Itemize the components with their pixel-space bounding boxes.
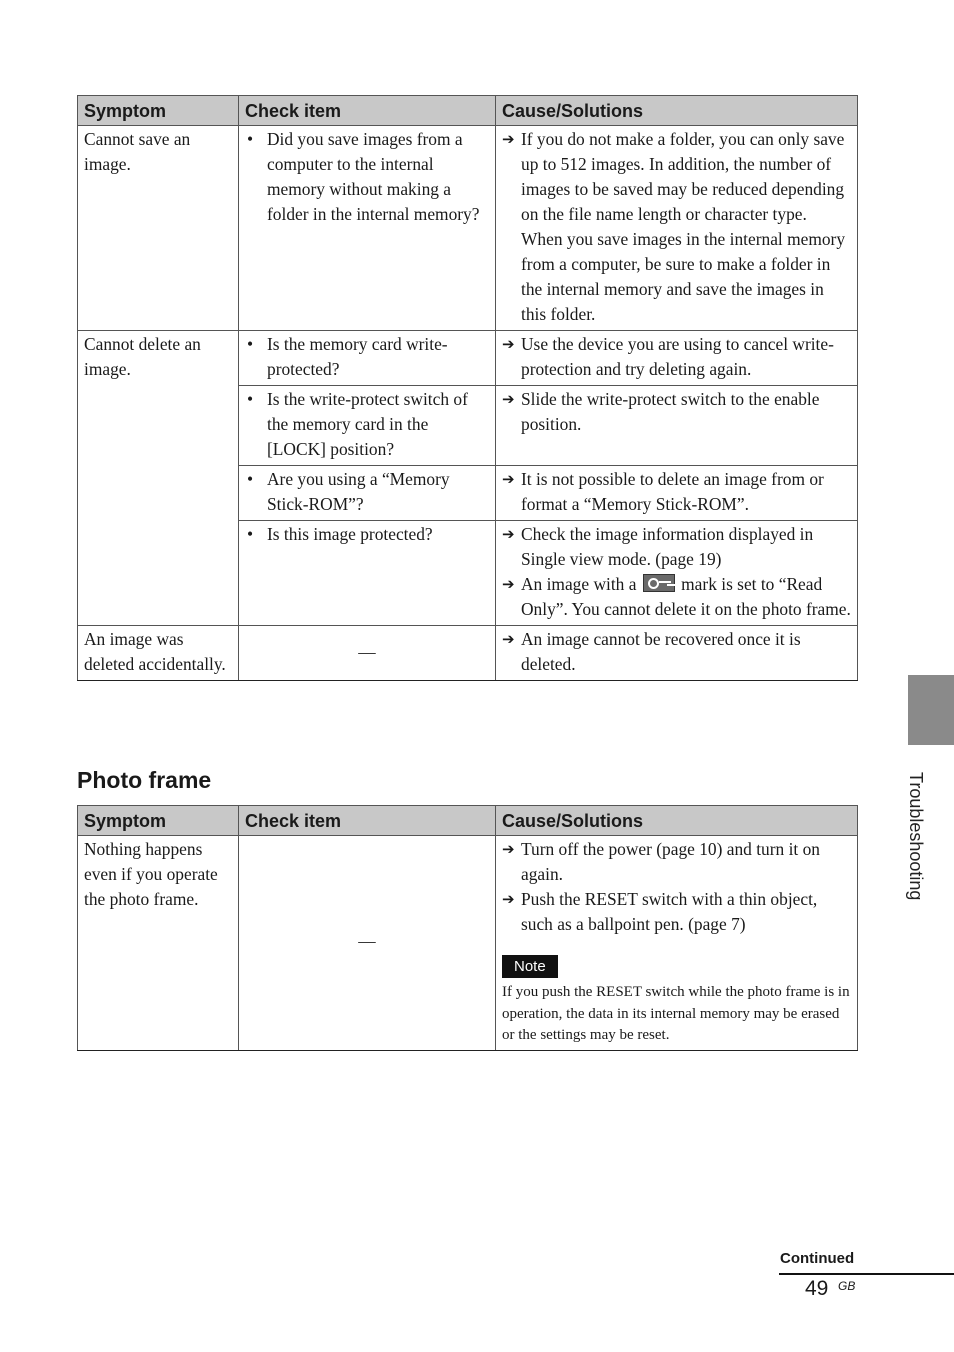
note-text: If you push the RESET switch while the photo frame is in operation, the data in its internal memory may be erased or the settings may be reset. — [502, 984, 850, 1043]
solution-cell — [496, 836, 858, 1051]
arrow-icon: ➔ — [502, 840, 515, 858]
check-item-cell — [239, 466, 496, 521]
solution-item: ➔ An image cannot be recovered once it is deleted. — [502, 627, 851, 677]
arrow-icon: ➔ — [502, 335, 515, 353]
check-item: • Are you using a “Memory Stick-ROM”? — [245, 467, 489, 517]
section-tab-label: Troubleshooting — [906, 772, 926, 901]
arrow-icon: ➔ — [502, 575, 515, 593]
check-item: • Is the write-protect switch of the memory card in the [LOCK] position? — [245, 387, 489, 462]
solution-cell — [496, 126, 858, 331]
symptom-cell: An image was deleted accidentally. — [78, 626, 239, 681]
solution-item: ➔ Turn off the power (page 10) and turn it on again. — [502, 837, 851, 887]
table-header-row — [78, 96, 858, 126]
solution-item: ➔ Check the image information displayed in Single view mode. (page 19) — [502, 522, 851, 572]
table-row — [78, 126, 858, 331]
solution-cell — [496, 331, 858, 386]
solution-item: ➔ An image with a mark is set to “Read Only”. You cannot delete it on the photo frame. — [502, 572, 851, 622]
solution-item: ➔ If you do not make a folder, you can only save up to 512 images. In addition, the number of images to be saved may be reduced depending on the file name length or character type. When you save images in the internal memory from a computer, be sure to make a folder in the internal memory and save the images in this folder. — [502, 127, 851, 327]
arrow-icon: ➔ — [502, 470, 515, 488]
solution-item: ➔ Slide the write-protect switch to the enable position. — [502, 387, 851, 437]
check-item-empty: — — [239, 626, 496, 681]
header-check-item: Check item — [239, 806, 496, 836]
header-symptom: Symptom — [78, 806, 239, 836]
check-item: • Is the memory card write-protected? — [245, 332, 489, 382]
arrow-icon: ➔ — [502, 890, 515, 908]
section-tab-marker — [908, 675, 954, 745]
troubleshooting-table-2 — [77, 805, 858, 1051]
troubleshooting-table-1 — [77, 95, 858, 681]
solution-cell — [496, 466, 858, 521]
check-item: • Is this image protected? — [245, 522, 489, 547]
bullet-marker: • — [247, 389, 254, 409]
bullet-marker: • — [247, 524, 254, 544]
bullet-marker: • — [247, 129, 254, 149]
header-symptom: Symptom — [78, 96, 239, 126]
arrow-icon: ➔ — [502, 390, 515, 408]
bullet-marker: • — [247, 469, 254, 489]
arrow-icon: ➔ — [502, 525, 515, 543]
solution-item: ➔ It is not possible to delete an image from or format a “Memory Stick-ROM”. — [502, 467, 851, 517]
protect-key-icon — [643, 574, 675, 592]
continued-label: Continued — [780, 1250, 855, 1267]
page-region-code: GB — [838, 1279, 856, 1293]
check-item-cell — [239, 386, 496, 466]
table-row — [78, 836, 858, 1051]
arrow-icon: ➔ — [502, 630, 515, 648]
symptom-cell: Cannot save an image. — [78, 126, 239, 331]
footer-divider — [779, 1273, 954, 1275]
check-item-cell — [239, 521, 496, 626]
solution-item: ➔ Use the device you are using to cancel write-protection and try deleting again. — [502, 332, 851, 382]
table-row — [78, 331, 858, 386]
page-number: 49 — [805, 1277, 829, 1300]
symptom-cell: Cannot delete an image. — [78, 331, 239, 626]
check-item-empty: — — [239, 836, 496, 1051]
header-cause-solutions: Cause/Solutions — [496, 96, 858, 126]
section-title: Photo frame — [77, 767, 212, 793]
check-item-cell — [239, 126, 496, 331]
note-label: Note — [502, 955, 558, 978]
table-row — [78, 626, 858, 681]
check-item: • Did you save images from a computer to the internal memory without making a folder in the internal memory? — [245, 127, 489, 227]
solution-cell — [496, 626, 858, 681]
solution-item: ➔ Push the RESET switch with a thin object, such as a ballpoint pen. (page 7) — [502, 887, 851, 937]
arrow-icon: ➔ — [502, 130, 515, 148]
check-item-cell — [239, 331, 496, 386]
bullet-marker: • — [247, 334, 254, 354]
solution-cell — [496, 521, 858, 626]
header-check-item: Check item — [239, 96, 496, 126]
symptom-cell: Nothing happens even if you operate the photo frame. — [78, 836, 239, 1051]
solution-cell — [496, 386, 858, 466]
header-cause-solutions: Cause/Solutions — [496, 806, 858, 836]
table-header-row — [78, 806, 858, 836]
